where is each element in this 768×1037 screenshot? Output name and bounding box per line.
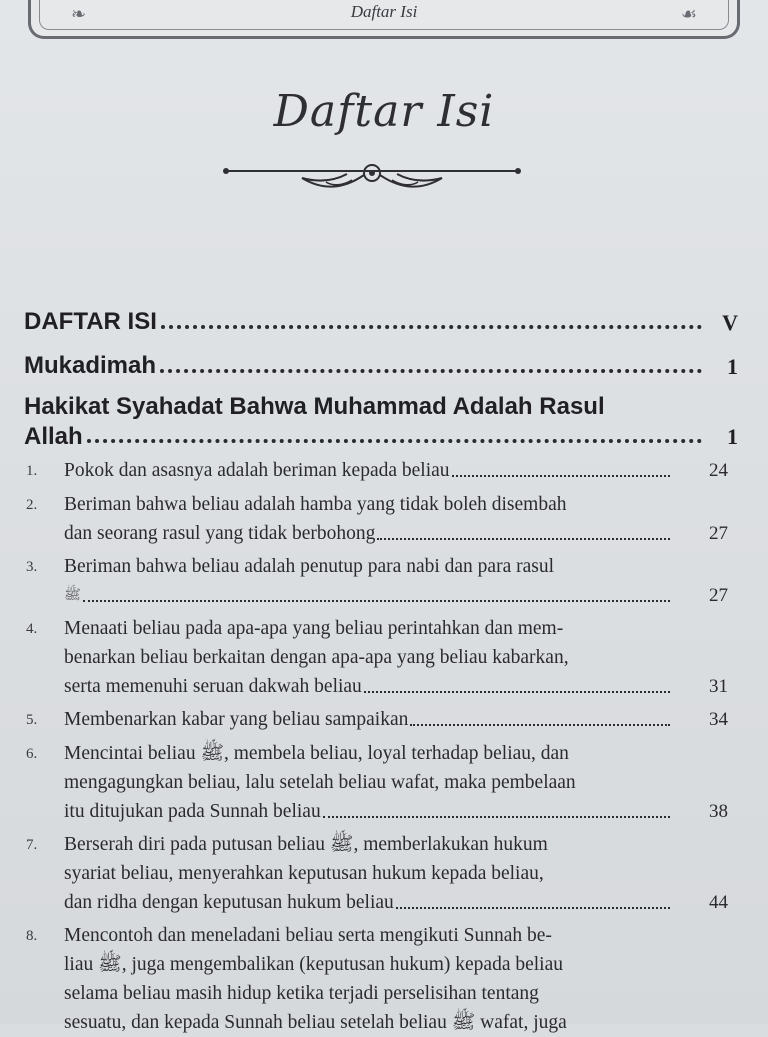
item-number: 8. — [26, 928, 38, 944]
item-text: dan ridha dengan keputusan hukum beliau — [64, 892, 394, 913]
toc-item-7[interactable] — [24, 830, 738, 917]
item-page: 34 — [709, 709, 728, 730]
title-ornament-icon — [222, 160, 522, 194]
leader-dots — [396, 907, 670, 909]
leader-dots — [83, 600, 670, 602]
item-text: Beriman bahwa beliau adalah hamba yang tidak boleh disembah — [64, 494, 567, 515]
item-text: Pokok dan asasnya adalah beriman kepada beliau — [64, 460, 450, 481]
item-page: 27 — [709, 585, 728, 606]
toc-entry-page: V — [722, 310, 738, 335]
item-text: mengagungkan beliau, lalu setelah beliau wafat, maka pembelaan — [64, 772, 576, 793]
toc-entry-title-line: Allah — [24, 423, 83, 450]
item-text: serta memenuhi seruan dakwah beliau — [64, 676, 362, 697]
item-text: Mencontoh dan meneladani beliau serta mengikuti Sunnah be- — [64, 925, 552, 946]
item-text: Mencintai beliau ﷺ, membela beliau, loyal terhadap beliau, dan — [64, 743, 569, 764]
leader-dots — [364, 691, 670, 693]
toc-entry-title: Mukadimah — [24, 352, 157, 379]
ornament-left-icon: ❧ — [71, 4, 87, 24]
ornament-right-icon: ☙ — [680, 4, 697, 24]
toc-entry-daftar-isi[interactable] — [24, 298, 738, 336]
item-page: 24 — [709, 460, 728, 481]
toc-item-5[interactable] — [24, 705, 738, 735]
item-text: syariat beliau, menyerahkan keputusan hukum kepada beliau, — [64, 863, 544, 884]
leader-dots — [452, 475, 670, 477]
toc-entry-title-line: Hakikat Syahadat Bahwa Muhammad Adalah Rasul — [24, 393, 605, 420]
item-page: 27 — [709, 523, 728, 544]
item-number: 6. — [26, 746, 38, 762]
salawat-icon: ﷺ — [64, 588, 81, 603]
item-number: 3. — [26, 559, 38, 575]
item-text: itu ditujukan pada Sunnah beliau — [64, 801, 321, 822]
toc-item-2[interactable] — [24, 490, 738, 548]
item-number: 5. — [26, 712, 38, 728]
item-text: benarkan beliau berkaitan dengan apa-apa yang beliau kabarkan, — [64, 647, 569, 668]
item-text: liau ﷺ, juga mengembalikan (keputusan hukum) kepada beliau — [64, 954, 564, 975]
item-number: 4. — [26, 621, 38, 637]
leader-dots — [161, 324, 702, 329]
toc-entry-mukadimah[interactable] — [24, 342, 738, 380]
leader-dots — [160, 368, 702, 373]
table-of-contents — [24, 298, 738, 1037]
item-text: sesuatu, dan kepada Sunnah beliau setelah beliau ﷺ wafat, juga — [64, 1012, 567, 1033]
leader-dots — [377, 538, 670, 540]
page-title: Daftar Isi — [273, 86, 495, 137]
toc-item-4[interactable] — [24, 614, 738, 701]
item-text: Beriman bahwa beliau adalah penutup para nabi dan para rasul — [64, 556, 555, 577]
item-number: 7. — [26, 837, 38, 853]
item-text: Berserah diri pada putusan beliau ﷺ, memberlakukan hukum — [64, 834, 548, 855]
toc-item-6[interactable] — [24, 739, 738, 826]
item-text: dan seorang rasul yang tidak berbohong — [64, 523, 376, 544]
item-number: 2. — [26, 497, 38, 513]
running-header — [28, 0, 740, 39]
leader-dots — [323, 816, 670, 818]
toc-entry-hakikat[interactable] — [24, 394, 738, 450]
item-text: selama beliau masih hidup ketika terjadi perselisihan tentang — [64, 983, 539, 1004]
item-text: Menaati beliau pada apa-apa yang beliau perintahkan dan mem- — [64, 618, 564, 639]
running-header-title: Daftar Isi — [350, 2, 418, 21]
item-text: Membenarkan kabar yang beliau sampaikan — [64, 709, 409, 730]
toc-item-1[interactable] — [24, 456, 738, 486]
item-page: 31 — [709, 676, 728, 697]
leader-dots — [87, 438, 702, 443]
toc-entry-page: 1 — [727, 424, 738, 449]
item-page: 38 — [709, 801, 728, 822]
item-number: 1. — [26, 463, 38, 479]
toc-entry-title: DAFTAR ISI — [24, 308, 157, 335]
toc-item-8[interactable] — [24, 921, 738, 1037]
item-page: 44 — [709, 892, 728, 913]
leader-dots — [410, 724, 670, 726]
toc-item-3[interactable] — [24, 552, 738, 610]
toc-entry-page: 1 — [727, 354, 738, 379]
